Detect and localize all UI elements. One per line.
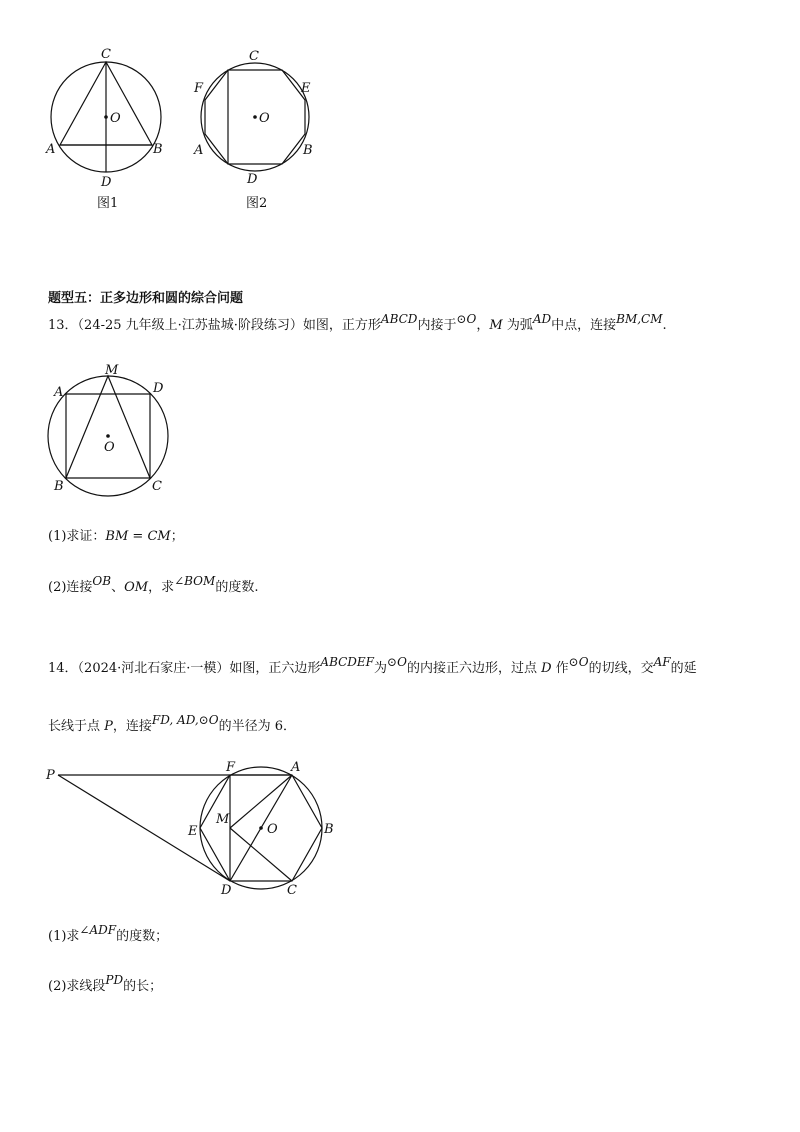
q13-math-m: M [489, 318, 503, 333]
q13-t2: ， [476, 318, 490, 333]
label-d: D [101, 175, 112, 190]
q14-t1: 为 [374, 661, 388, 676]
q14-math-fd-ad: FD, AD, [151, 713, 199, 727]
q13-figure [40, 360, 190, 500]
label-b: B [324, 822, 334, 837]
q13-part1-end: ； [170, 529, 184, 544]
segment-am [230, 775, 292, 828]
q13-part2-sep: 、 [111, 580, 125, 595]
q14-lead: 14．（2024·河北石家庄·一模）如图，正六边形 [48, 661, 321, 676]
label-o: O [104, 440, 115, 455]
line-pd [58, 775, 230, 881]
q14-part1-lead: (1)求 [48, 929, 80, 944]
q13-part2-end: 的度数. [215, 580, 259, 595]
label-o: O [267, 822, 278, 837]
q14-t3: 作 [551, 661, 569, 676]
label-c: C [152, 479, 162, 494]
q14-circle-o2: ⊙O [568, 655, 589, 669]
q14-part2 [48, 973, 163, 996]
q14-t2: 的内接正六边形，过点 [406, 661, 542, 676]
label-d: D [221, 883, 232, 898]
q13-part2-angle: ∠BOM [174, 574, 216, 588]
q13-circle-o: ⊙O [456, 312, 477, 326]
q13-t1: 内接于 [417, 318, 457, 333]
q13-math-bmcm: BM,CM [616, 312, 663, 326]
figure-2-caption: 图2 [246, 196, 268, 211]
q13-stem [48, 312, 667, 335]
label-f: F [194, 81, 204, 96]
q13-part2-ob: OB [92, 574, 112, 588]
q13-math-ad: AD [532, 312, 552, 326]
label-d: D [153, 381, 164, 396]
q14-part1 [48, 923, 169, 946]
q13-part2-mid: ，求 [148, 580, 175, 595]
center-dot [253, 115, 257, 119]
q14-math-af: AF [653, 655, 671, 669]
section-heading: 题型五：正多边形和圆的综合问题 [48, 291, 244, 306]
q14-part2-lead: (2)求线段 [48, 979, 106, 994]
q13-t3: 为弧 [502, 318, 533, 333]
q14-part1-end: 的度数； [116, 929, 169, 944]
q13-lead: 13．（24-25 九年级上·江苏盐城·阶段练习）如图，正方形 [48, 318, 381, 333]
label-e: E [188, 824, 198, 839]
q14-part2-end: 的长； [123, 979, 163, 994]
q14-math-d: D [541, 661, 552, 676]
q13-t4: 中点，连接 [551, 318, 617, 333]
label-e: E [301, 81, 311, 96]
q14-t5: 的延 [670, 661, 697, 676]
label-c: C [287, 883, 297, 898]
q13-part1 [48, 528, 184, 546]
label-o: O [259, 111, 270, 126]
q14-line2-t1: ，连接 [112, 719, 152, 734]
label-m: M [216, 812, 230, 827]
label-a: A [54, 385, 64, 400]
label-b: B [303, 143, 313, 158]
q13-part2 [48, 574, 259, 597]
q14-stem-line2 [48, 713, 297, 736]
q14-math-p: P [104, 719, 113, 734]
label-a: A [46, 142, 56, 157]
q14-circle-o3: ⊙O [198, 713, 219, 727]
q13-part1-lead: (1)求证： [48, 529, 106, 544]
segment-mc [230, 828, 292, 881]
q14-circle-o: ⊙O [387, 655, 407, 669]
label-c: C [101, 47, 111, 62]
center-dot [106, 434, 110, 438]
q13-part2-om: OM [124, 580, 149, 595]
q14-stem-line1 [48, 655, 697, 678]
q14-figure [40, 755, 350, 900]
q13-math-abcd: ABCD [380, 312, 418, 326]
q14-line2-end: 的半径为 6． [218, 719, 297, 734]
label-p: P [46, 768, 55, 783]
q14-line2-lead: 长线于点 [48, 719, 105, 734]
label-a: A [291, 760, 301, 775]
q13-t5: . [662, 318, 667, 333]
label-m: M [105, 363, 119, 378]
q13-part2-lead: (2)连接 [48, 580, 93, 595]
triangle-bmc [66, 376, 150, 478]
label-b: B [54, 479, 64, 494]
q14-t4: 的切线，交 [588, 661, 654, 676]
label-f: F [226, 760, 236, 775]
label-b: B [153, 142, 163, 157]
label-c: C [249, 49, 259, 64]
center-dot [104, 115, 108, 119]
q14-part1-math: ∠ADF [79, 923, 117, 937]
label-o: O [110, 111, 121, 126]
hexagon-left [205, 70, 228, 164]
q14-math-abcdef: ABCDEF [320, 655, 375, 669]
label-d: D [247, 172, 258, 187]
center-dot [259, 826, 263, 830]
q14-part2-math: PD [105, 973, 124, 987]
q13-part1-math: BM = CM [105, 529, 171, 544]
figure-1-caption: 图1 [97, 196, 119, 211]
label-a: A [194, 143, 204, 158]
